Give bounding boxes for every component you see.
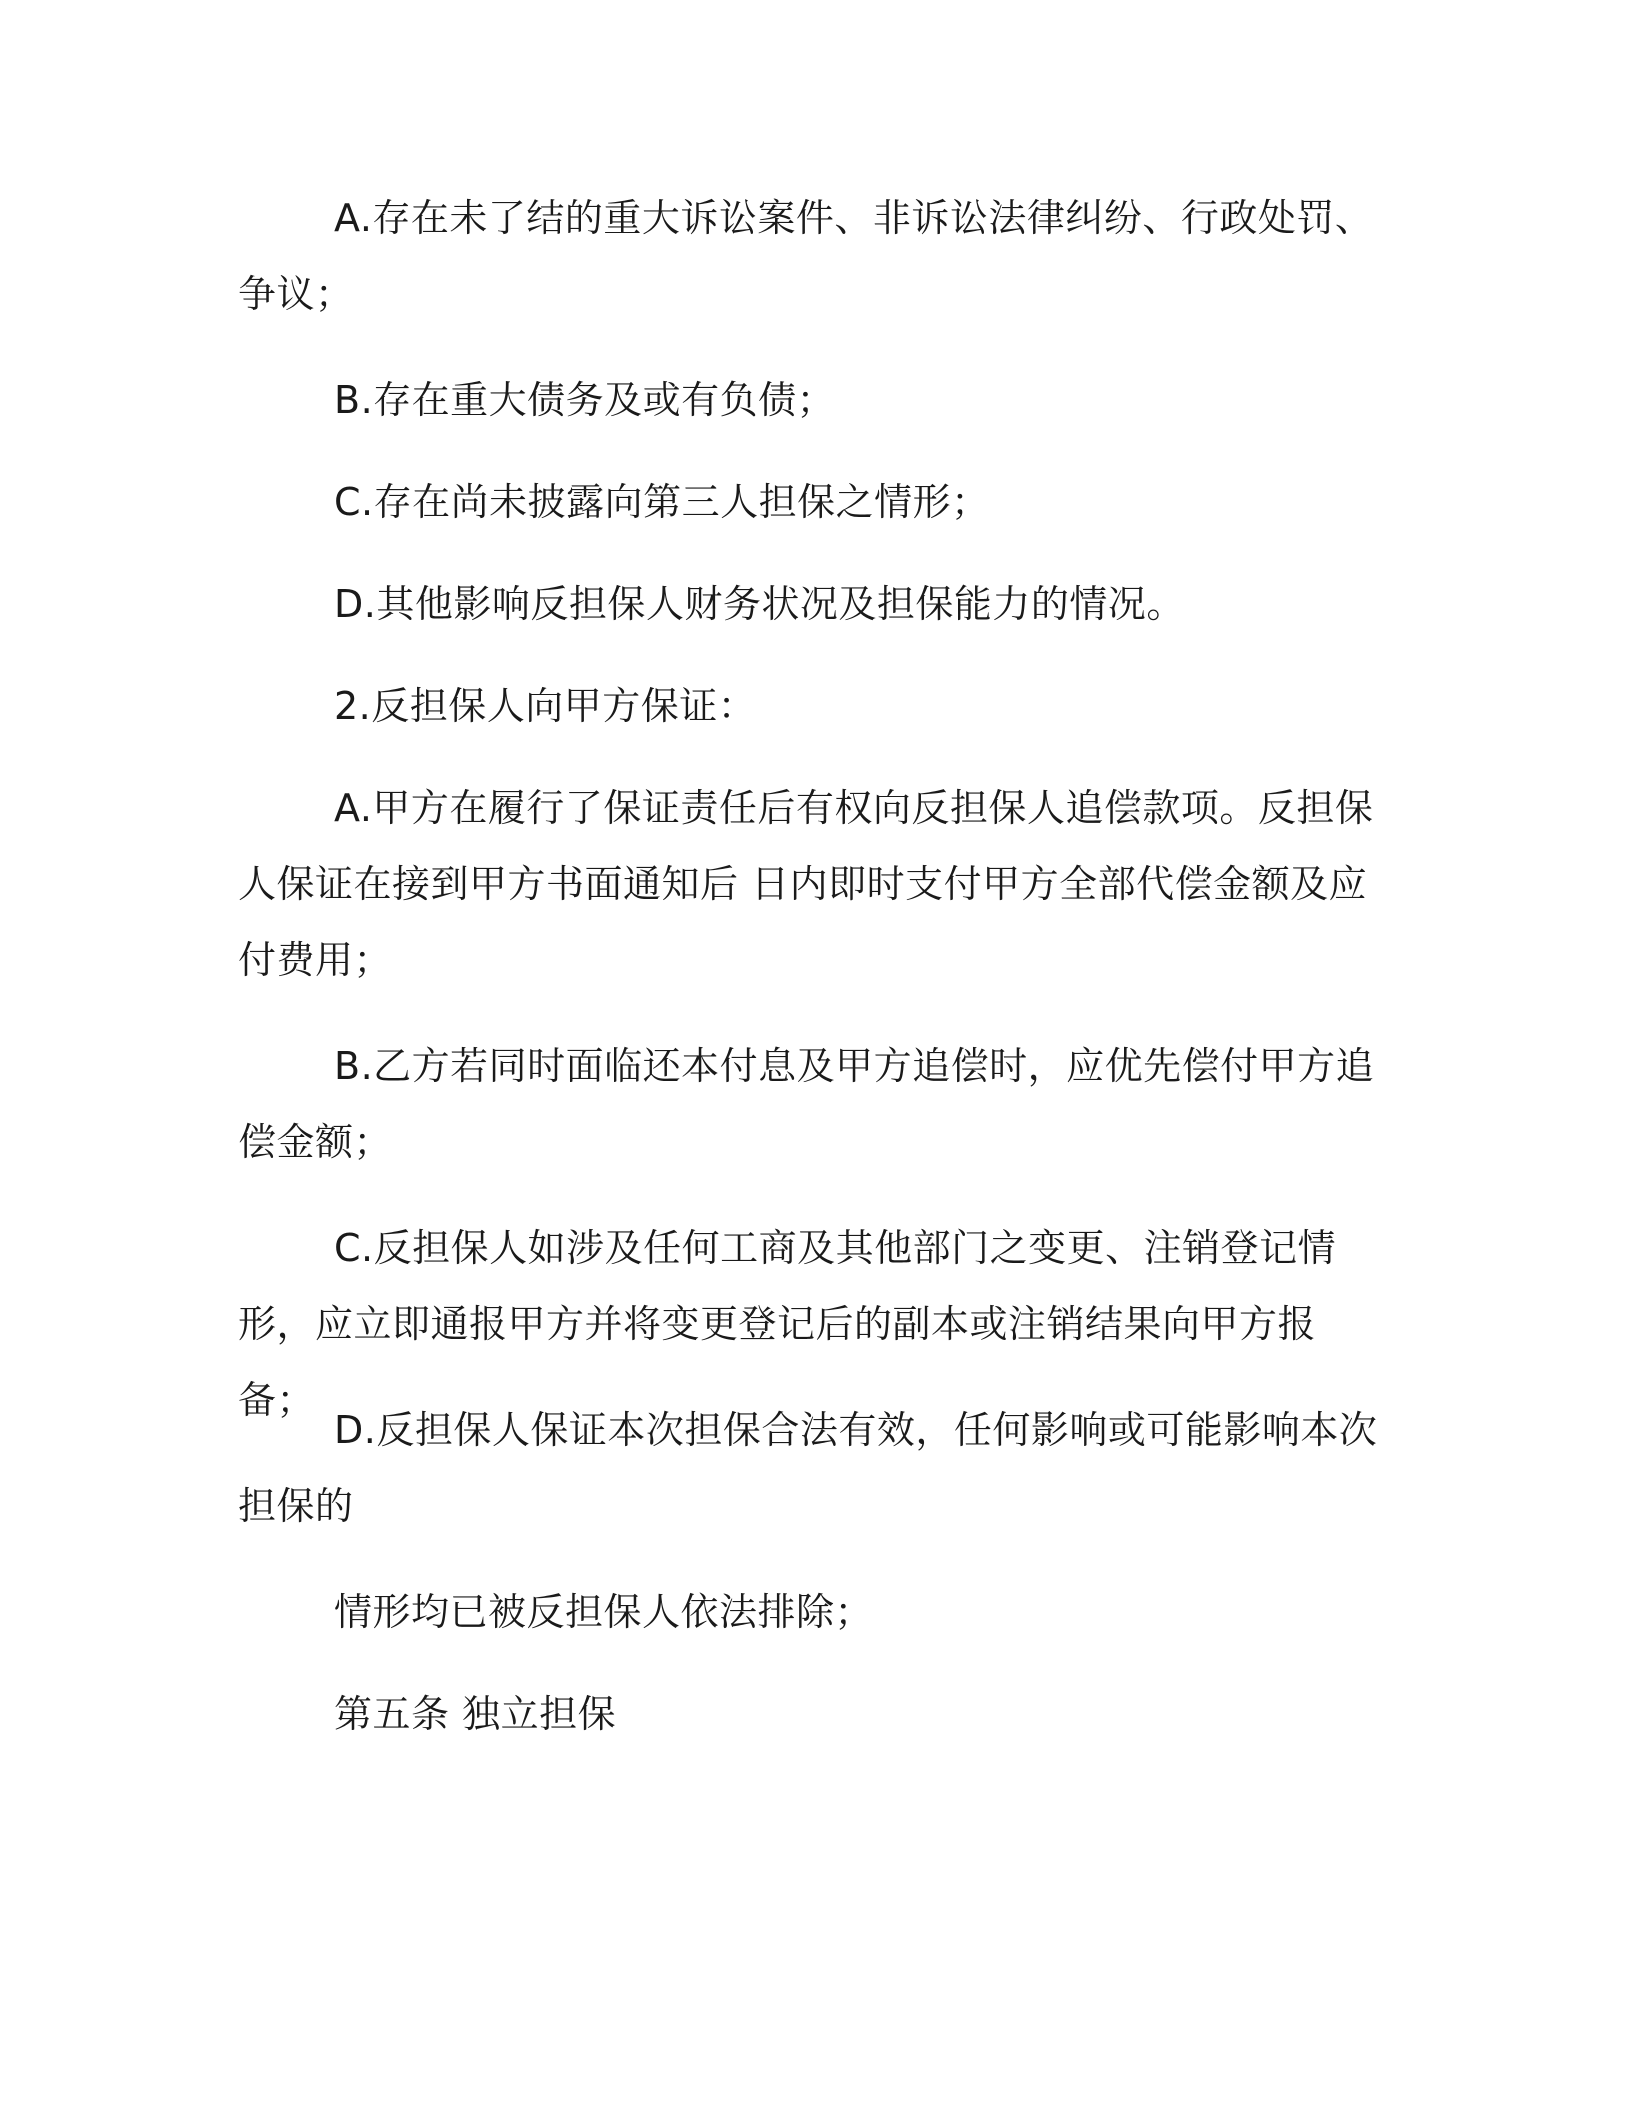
- paragraph-3: C.存在尚未披露向第三人担保之情形；: [334, 480, 990, 524]
- paragraph-8: C.反担保人如涉及任何工商及其他部门之变更、注销登记情形，应立即通报甲方并将变更登记后的副本或注销结果向甲方报备；: [238, 1226, 1337, 1422]
- paragraph-10: 情形均已被反担保人依法排除；: [334, 1590, 874, 1634]
- paragraph-6: A.甲方在履行了保证责任后有权向反担保人追偿款项。反担保人保证在接到甲方书面通知后 日内即时支付甲方全部代偿金额及应付费用；: [238, 786, 1374, 982]
- paragraph-7: B.乙方若同时面临还本付息及甲方追偿时，应优先偿付甲方追偿金额；: [238, 1044, 1375, 1164]
- paragraph-1: A.存在未了结的重大诉讼案件、非诉讼法律纠纷、行政处罚、争议；: [238, 196, 1374, 316]
- paragraph-2: B.存在重大债务及或有负债；: [334, 378, 836, 422]
- section-heading: 第五条 独立担保: [334, 1692, 617, 1736]
- paragraph-9: D.反担保人保证本次担保合法有效，任何影响或可能影响本次担保的: [238, 1408, 1378, 1528]
- paragraph-4: D.其他影响反担保人财务状况及担保能力的情况。: [334, 582, 1185, 626]
- paragraph-5: 2.反担保人向甲方保证：: [334, 684, 757, 728]
